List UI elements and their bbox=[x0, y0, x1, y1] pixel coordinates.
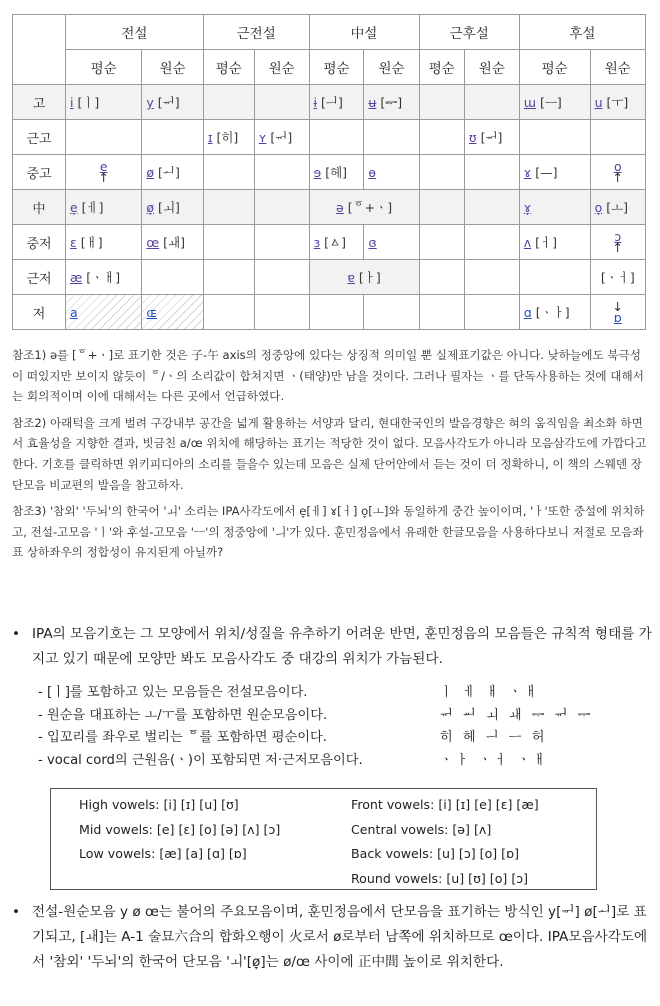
hangul-equivalent: [ㅔ] bbox=[77, 200, 104, 215]
row-label: 근고 bbox=[13, 120, 66, 155]
hangul-equivalent: [ᆔ] bbox=[476, 130, 503, 145]
row-label: 고 bbox=[13, 85, 66, 120]
vowel-cell bbox=[464, 225, 519, 260]
stacked-symbol bbox=[613, 301, 623, 323]
rule-text: - vocal cord의 근원음(ㆍ)이 포함되면 저·근저모음이다. bbox=[38, 752, 363, 768]
table-row bbox=[13, 155, 646, 190]
ipa-symbol-link[interactable]: ɘ bbox=[313, 165, 322, 180]
vowel-cell bbox=[419, 155, 464, 190]
hangul-equivalent: [ᅬ] bbox=[154, 165, 180, 180]
hangul-equivalent: [ㅐ] bbox=[76, 235, 103, 250]
arrow-icon: ↑ bbox=[612, 240, 624, 255]
vowel-cell bbox=[142, 120, 203, 155]
rule-item bbox=[38, 705, 638, 728]
note-3: 참조3) '참외' '두뇌'의 한국어 'ㅚ' 소리는 IPA사각도에서 e̞[ㅔ] ɤ[ㅓ] o̞[ㅗ]와 동일하게 중간 높이이며, 'ㅏ'또한 중설에 위치하고, 전설-고모음 'ㅣ'와 후설-고모음 'ㅡ'의 정중앙에 'ㅢ'가 있다. 훈민정음에서 유래한 한글모음을 사용하다보니 저절로 모음좌표 상하좌우의 정합성이 유지된게 아닐까? bbox=[12, 504, 645, 560]
vowel-cell bbox=[203, 190, 254, 225]
ipa-symbol-link[interactable]: ə bbox=[336, 200, 344, 215]
table-row bbox=[13, 260, 646, 295]
vowel-cell bbox=[309, 85, 364, 120]
hangul-equivalent: [ᅳ] bbox=[535, 95, 562, 110]
hangul-equivalent: [ㆍㅏ] bbox=[531, 305, 570, 320]
hangul-equivalent: [ㆍㅐ] bbox=[82, 270, 121, 285]
hangul-equivalent: [ᅴ] bbox=[317, 95, 343, 110]
note-2: 참조2) 아래턱을 크게 벌려 구강내부 공간을 넓게 활용하는 서양과 달리, 현대한국인의 발음경향은 혀의 움직임을 최소화 하면서 효율성을 지향한 결과, 빗금친 a/œ 위치에 해당하는 표기는 적당한 것이 없다. 모음사각도가 아니라 모음삼각도에 가깝다고 한다. 기호를 클릭하면 위키피디아의 소리를 들을수 있는데 모음은 실제 단어안에서 듣는 것이 더 정확하니, 이 책의 스웨덴 장단모음 비교편의 발음을 참고하자. bbox=[12, 415, 647, 492]
ipa-vowel-table bbox=[12, 14, 646, 330]
group-header: 근전설 bbox=[203, 15, 309, 50]
vowel-cell bbox=[419, 190, 464, 225]
vowel-cell bbox=[419, 295, 464, 330]
vowel-cell bbox=[419, 120, 464, 155]
rounding-header: 원순 bbox=[464, 50, 519, 85]
vowel-cell bbox=[464, 120, 519, 155]
rule-text: - 원순을 대표하는 ㅗ/ㅜ를 포함하면 원순모음이다. bbox=[38, 707, 328, 723]
ipa-symbol-link[interactable]: ʊ bbox=[468, 130, 477, 145]
bullet-text: 전설-원순모음 y ø œ는 불어의 주요모음이며, 훈민정음에서 단모음을 표기하는 방식인 y[ᆔ] ø[ᅬ]로 표기되고, [ㅙ]는 A-1 술묘六合의 합화오행이 火로서 ø로부터 남쪽에 위치하므로 œ이다. IPA모음사각도에서 '참외' '두뇌'의 한국어 단모음 'ㅚ'[ø̞]는 ø/œ 사이에 正中間 높이로 위치한다. bbox=[32, 904, 648, 970]
ipa-symbol-link[interactable]: a bbox=[70, 304, 78, 320]
vowel-cell bbox=[254, 260, 309, 295]
vowel-cell bbox=[309, 155, 364, 190]
vowel-cell bbox=[66, 260, 142, 295]
vowel-cell bbox=[519, 85, 590, 120]
vowel-cell bbox=[590, 190, 645, 225]
ipa-symbol-link[interactable]: y bbox=[146, 95, 154, 110]
backness-classes bbox=[351, 793, 539, 891]
vowel-cell bbox=[254, 190, 309, 225]
table-row bbox=[13, 85, 646, 120]
vowel-cell bbox=[254, 295, 309, 330]
vowel-cell bbox=[203, 85, 254, 120]
vowel-cell bbox=[142, 190, 203, 225]
rules-list bbox=[38, 682, 638, 772]
rule-item bbox=[38, 750, 638, 773]
vowel-cell bbox=[364, 155, 419, 190]
ipa-symbol-link[interactable]: ɯ bbox=[523, 95, 536, 110]
vowel-cell bbox=[590, 155, 645, 190]
vowel-cell bbox=[519, 260, 590, 295]
ipa-symbol-link[interactable]: e̞ bbox=[70, 200, 78, 215]
vowel-cell bbox=[203, 155, 254, 190]
vowel-cell bbox=[519, 190, 590, 225]
vowel-cell bbox=[66, 190, 142, 225]
ipa-symbol-link[interactable]: ʏ bbox=[258, 130, 267, 145]
height-classes bbox=[79, 793, 280, 867]
hangul-equivalent: [ᅙ+ㆍ] bbox=[343, 200, 393, 215]
class-line: Low vowels: [æ] [a] [ɑ] [ɒ] bbox=[79, 846, 247, 861]
rule-chars: ㆍㅏ ㆍㅓ ㆍㅐ bbox=[440, 752, 549, 768]
vowel-cell bbox=[142, 85, 203, 120]
vowel-cell bbox=[519, 295, 590, 330]
vowel-cell bbox=[309, 260, 419, 295]
notes bbox=[12, 345, 652, 569]
hangul-equivalent: [ㅏ] bbox=[354, 270, 381, 285]
group-header: 전설 bbox=[66, 15, 204, 50]
ipa-symbol-link[interactable]: ɐ bbox=[347, 270, 355, 285]
class-line: Central vowels: [ə] [ʌ] bbox=[351, 821, 492, 837]
bullet-dot: • bbox=[12, 626, 21, 642]
ipa-symbol-link[interactable]: o̞ bbox=[594, 200, 603, 215]
class-line: High vowels: [i] [ɪ] [u] [ʊ] bbox=[79, 797, 239, 812]
vowel-cell bbox=[309, 190, 419, 225]
rounding-header: 평순 bbox=[519, 50, 590, 85]
vowel-cell bbox=[203, 120, 254, 155]
ipa-symbol-link[interactable]: ø̞ bbox=[146, 200, 155, 215]
vowel-cell bbox=[519, 120, 590, 155]
stacked-symbol bbox=[98, 161, 108, 183]
table-row bbox=[13, 120, 646, 155]
row-label: 中 bbox=[13, 190, 66, 225]
vowel-cell bbox=[203, 260, 254, 295]
table-row bbox=[13, 190, 646, 225]
ipa-symbol-link[interactable]: ø bbox=[146, 165, 155, 180]
bullet-front-rounded bbox=[12, 900, 652, 975]
vowel-cell bbox=[254, 85, 309, 120]
hangul-equivalent: [ㅓ] bbox=[531, 235, 558, 250]
ipa-symbol-link[interactable]: ɒ bbox=[613, 310, 622, 325]
rule-chars: 히 헤 ᅴ ᅳ 허 bbox=[440, 730, 548, 746]
table-corner bbox=[13, 15, 66, 85]
row-label: 중고 bbox=[13, 155, 66, 190]
rounding-header: 평순 bbox=[419, 50, 464, 85]
hangul-equivalent: [헤] bbox=[321, 165, 348, 180]
vowel-cell bbox=[66, 120, 142, 155]
vowel-cell bbox=[464, 260, 519, 295]
rule-item bbox=[38, 682, 638, 705]
vowel-cell bbox=[419, 85, 464, 120]
ipa-symbol-link[interactable]: i bbox=[70, 95, 74, 110]
ipa-symbol-link[interactable]: ɤ bbox=[523, 164, 532, 180]
class-line: Front vowels: [i] [ɪ] [e] [ɛ] [æ] bbox=[351, 797, 539, 812]
hangul-equivalent: [ㅗ] bbox=[602, 200, 629, 215]
hangul-equivalent: [ㅿ] bbox=[320, 235, 347, 250]
rule-text: - [ㅣ]를 포함하고 있는 모음들은 전설모음이다. bbox=[38, 685, 308, 700]
ipa-symbol-link[interactable]: u bbox=[594, 95, 603, 110]
ipa-symbol-link[interactable]: ɔ bbox=[614, 229, 622, 244]
row-label: 저 bbox=[13, 295, 66, 330]
vowel-cell bbox=[364, 120, 419, 155]
hangul-equivalent: [ᆔ] bbox=[153, 95, 180, 110]
ipa-symbol-link[interactable]: œ bbox=[146, 235, 160, 250]
ipa-symbol-link[interactable]: o bbox=[613, 159, 622, 174]
hangul-equivalent: [—] bbox=[531, 164, 558, 180]
rule-item bbox=[38, 727, 638, 750]
ipa-symbol-link[interactable]: ɞ bbox=[368, 234, 377, 250]
vowel-cell bbox=[142, 225, 203, 260]
ipa-symbol-link[interactable]: ʉ bbox=[368, 95, 377, 110]
table-row bbox=[13, 225, 646, 260]
rounding-header: 원순 bbox=[142, 50, 203, 85]
vowel-cell bbox=[590, 85, 645, 120]
hangul-equivalent: [ㅜ] bbox=[602, 95, 629, 110]
vowel-cell bbox=[309, 120, 364, 155]
group-header: 中설 bbox=[309, 15, 419, 50]
vowel-cell bbox=[142, 260, 203, 295]
ipa-symbol-link[interactable]: ʌ bbox=[523, 235, 532, 250]
ipa-symbol-link[interactable]: ɤ̞ bbox=[523, 199, 532, 215]
table-header-rounding bbox=[13, 50, 646, 85]
vowel-classes-box bbox=[50, 788, 597, 890]
hangul-equivalent: [ㅣ] bbox=[73, 95, 100, 110]
rule-text: - 입꼬리를 좌우로 벌리는 ᅙ를 포함하면 평순이다. bbox=[38, 730, 327, 746]
vowel-cell bbox=[590, 120, 645, 155]
rule-chars: ᆔ ᆈ ㅚ ㅙ ᆕ ᆔ ᆕ bbox=[440, 707, 594, 723]
rounding-header: 평순 bbox=[309, 50, 364, 85]
rounding-header: 평순 bbox=[66, 50, 142, 85]
vowel-cell bbox=[254, 120, 309, 155]
vowel-cell bbox=[309, 225, 364, 260]
stacked-symbol bbox=[613, 231, 623, 253]
vowel-cell bbox=[590, 295, 645, 330]
hangul-equivalent: [ㅙ] bbox=[159, 235, 185, 250]
vowel-cell bbox=[419, 260, 464, 295]
rounding-header: 원순 bbox=[364, 50, 419, 85]
bullet-dot: • bbox=[12, 904, 21, 920]
vowel-cell bbox=[464, 295, 519, 330]
ipa-symbol-link[interactable]: ɜ bbox=[313, 235, 321, 250]
stacked-symbol bbox=[613, 161, 623, 183]
rounding-header: 원순 bbox=[254, 50, 309, 85]
vowel-cell bbox=[66, 295, 142, 330]
arrow-icon: ↑ bbox=[98, 170, 109, 185]
rounding-header: 원순 bbox=[590, 50, 645, 85]
table-row bbox=[13, 295, 646, 330]
vowel-cell bbox=[464, 155, 519, 190]
note-1: 참조1) ə를 [ᅙ+ㆍ]로 표기한 것은 子-午 axis의 정중앙에 있다는 상징적 의미일 뿐 실제표기값은 아니다. 낮하늘에도 북극성이 떠있지만 보이지 않듯이 ᅙ/ㆍ의 소리값이 합쳐지면 ㆍ(태양)만 남을 것이다. 그러나 필자는 ㆍ를 단독사용하는 것에 대해서는 회의적이며 이에 대해서는 다른 곳에서 언급하였다. bbox=[12, 348, 644, 404]
vowel-cell bbox=[590, 225, 645, 260]
hangul-equivalent: [ᆕ] bbox=[376, 95, 403, 110]
hangul-equivalent: [히] bbox=[212, 130, 239, 145]
rule-chars: ㅣ ㅔ ㅐ ㆍㅐ bbox=[440, 685, 541, 700]
ipa-symbol-link[interactable]: ɵ bbox=[368, 164, 377, 180]
class-line: Mid vowels: [e] [ɛ] [o] [ə] [ʌ] [ɔ] bbox=[79, 821, 281, 837]
class-line: Round vowels: [u] [ʊ] [o] [ɔ] bbox=[351, 870, 529, 886]
vowel-cell bbox=[364, 85, 419, 120]
vowel-cell bbox=[464, 85, 519, 120]
vowel-cell bbox=[203, 225, 254, 260]
ipa-symbol-link[interactable]: ɑ bbox=[523, 305, 532, 320]
vowel-cell bbox=[309, 295, 364, 330]
group-header: 근후설 bbox=[419, 15, 519, 50]
table-header-groups bbox=[13, 15, 646, 50]
arrow-icon: ↑ bbox=[612, 170, 624, 185]
vowel-cell bbox=[519, 225, 590, 260]
vowel-cell bbox=[66, 155, 142, 190]
vowel-cell bbox=[66, 85, 142, 120]
ipa-symbol-link[interactable]: ɛ bbox=[70, 235, 77, 250]
vowel-cell bbox=[419, 225, 464, 260]
rounding-header: 평순 bbox=[203, 50, 254, 85]
vowel-cell bbox=[142, 295, 203, 330]
bullet-ipa-vs-hunmin bbox=[12, 622, 652, 672]
vowel-cell bbox=[464, 190, 519, 225]
vowel-cell bbox=[66, 225, 142, 260]
vowel-cell bbox=[364, 225, 419, 260]
vowel-cell bbox=[254, 225, 309, 260]
hangul-equivalent: [ㆍㅓ] bbox=[600, 270, 635, 285]
ipa-symbol-link[interactable]: ɪ bbox=[207, 130, 213, 145]
vowel-cell bbox=[590, 260, 645, 295]
vowel-cell bbox=[364, 295, 419, 330]
group-header: 후설 bbox=[519, 15, 645, 50]
arrow-icon: ↓ bbox=[612, 299, 624, 314]
ipa-symbol-link[interactable]: ɨ bbox=[313, 95, 318, 110]
vowel-cell bbox=[254, 155, 309, 190]
class-line: Back vowels: [u] [ɔ] [o] [ɒ] bbox=[351, 846, 520, 861]
hangul-equivalent: [ᆔ] bbox=[266, 130, 293, 145]
row-label: 근저 bbox=[13, 260, 66, 295]
bullet-text: IPA의 모음기호는 그 모양에서 위치/성질을 유추하기 어려운 반면, 훈민정음의 모음들은 규칙적 형태를 가지고 있기 때문에 모양만 봐도 모음사각도 중 대강의 위치가 가늠된다. bbox=[32, 626, 652, 667]
ipa-symbol-link[interactable]: æ bbox=[70, 270, 83, 285]
vowel-cell bbox=[519, 155, 590, 190]
ipa-symbol-link[interactable]: ɶ bbox=[146, 304, 158, 320]
vowel-cell bbox=[203, 295, 254, 330]
hangul-equivalent: [ㅚ] bbox=[154, 200, 180, 215]
row-label: 중저 bbox=[13, 225, 66, 260]
ipa-symbol-link[interactable]: e bbox=[99, 159, 108, 174]
vowel-cell bbox=[142, 155, 203, 190]
